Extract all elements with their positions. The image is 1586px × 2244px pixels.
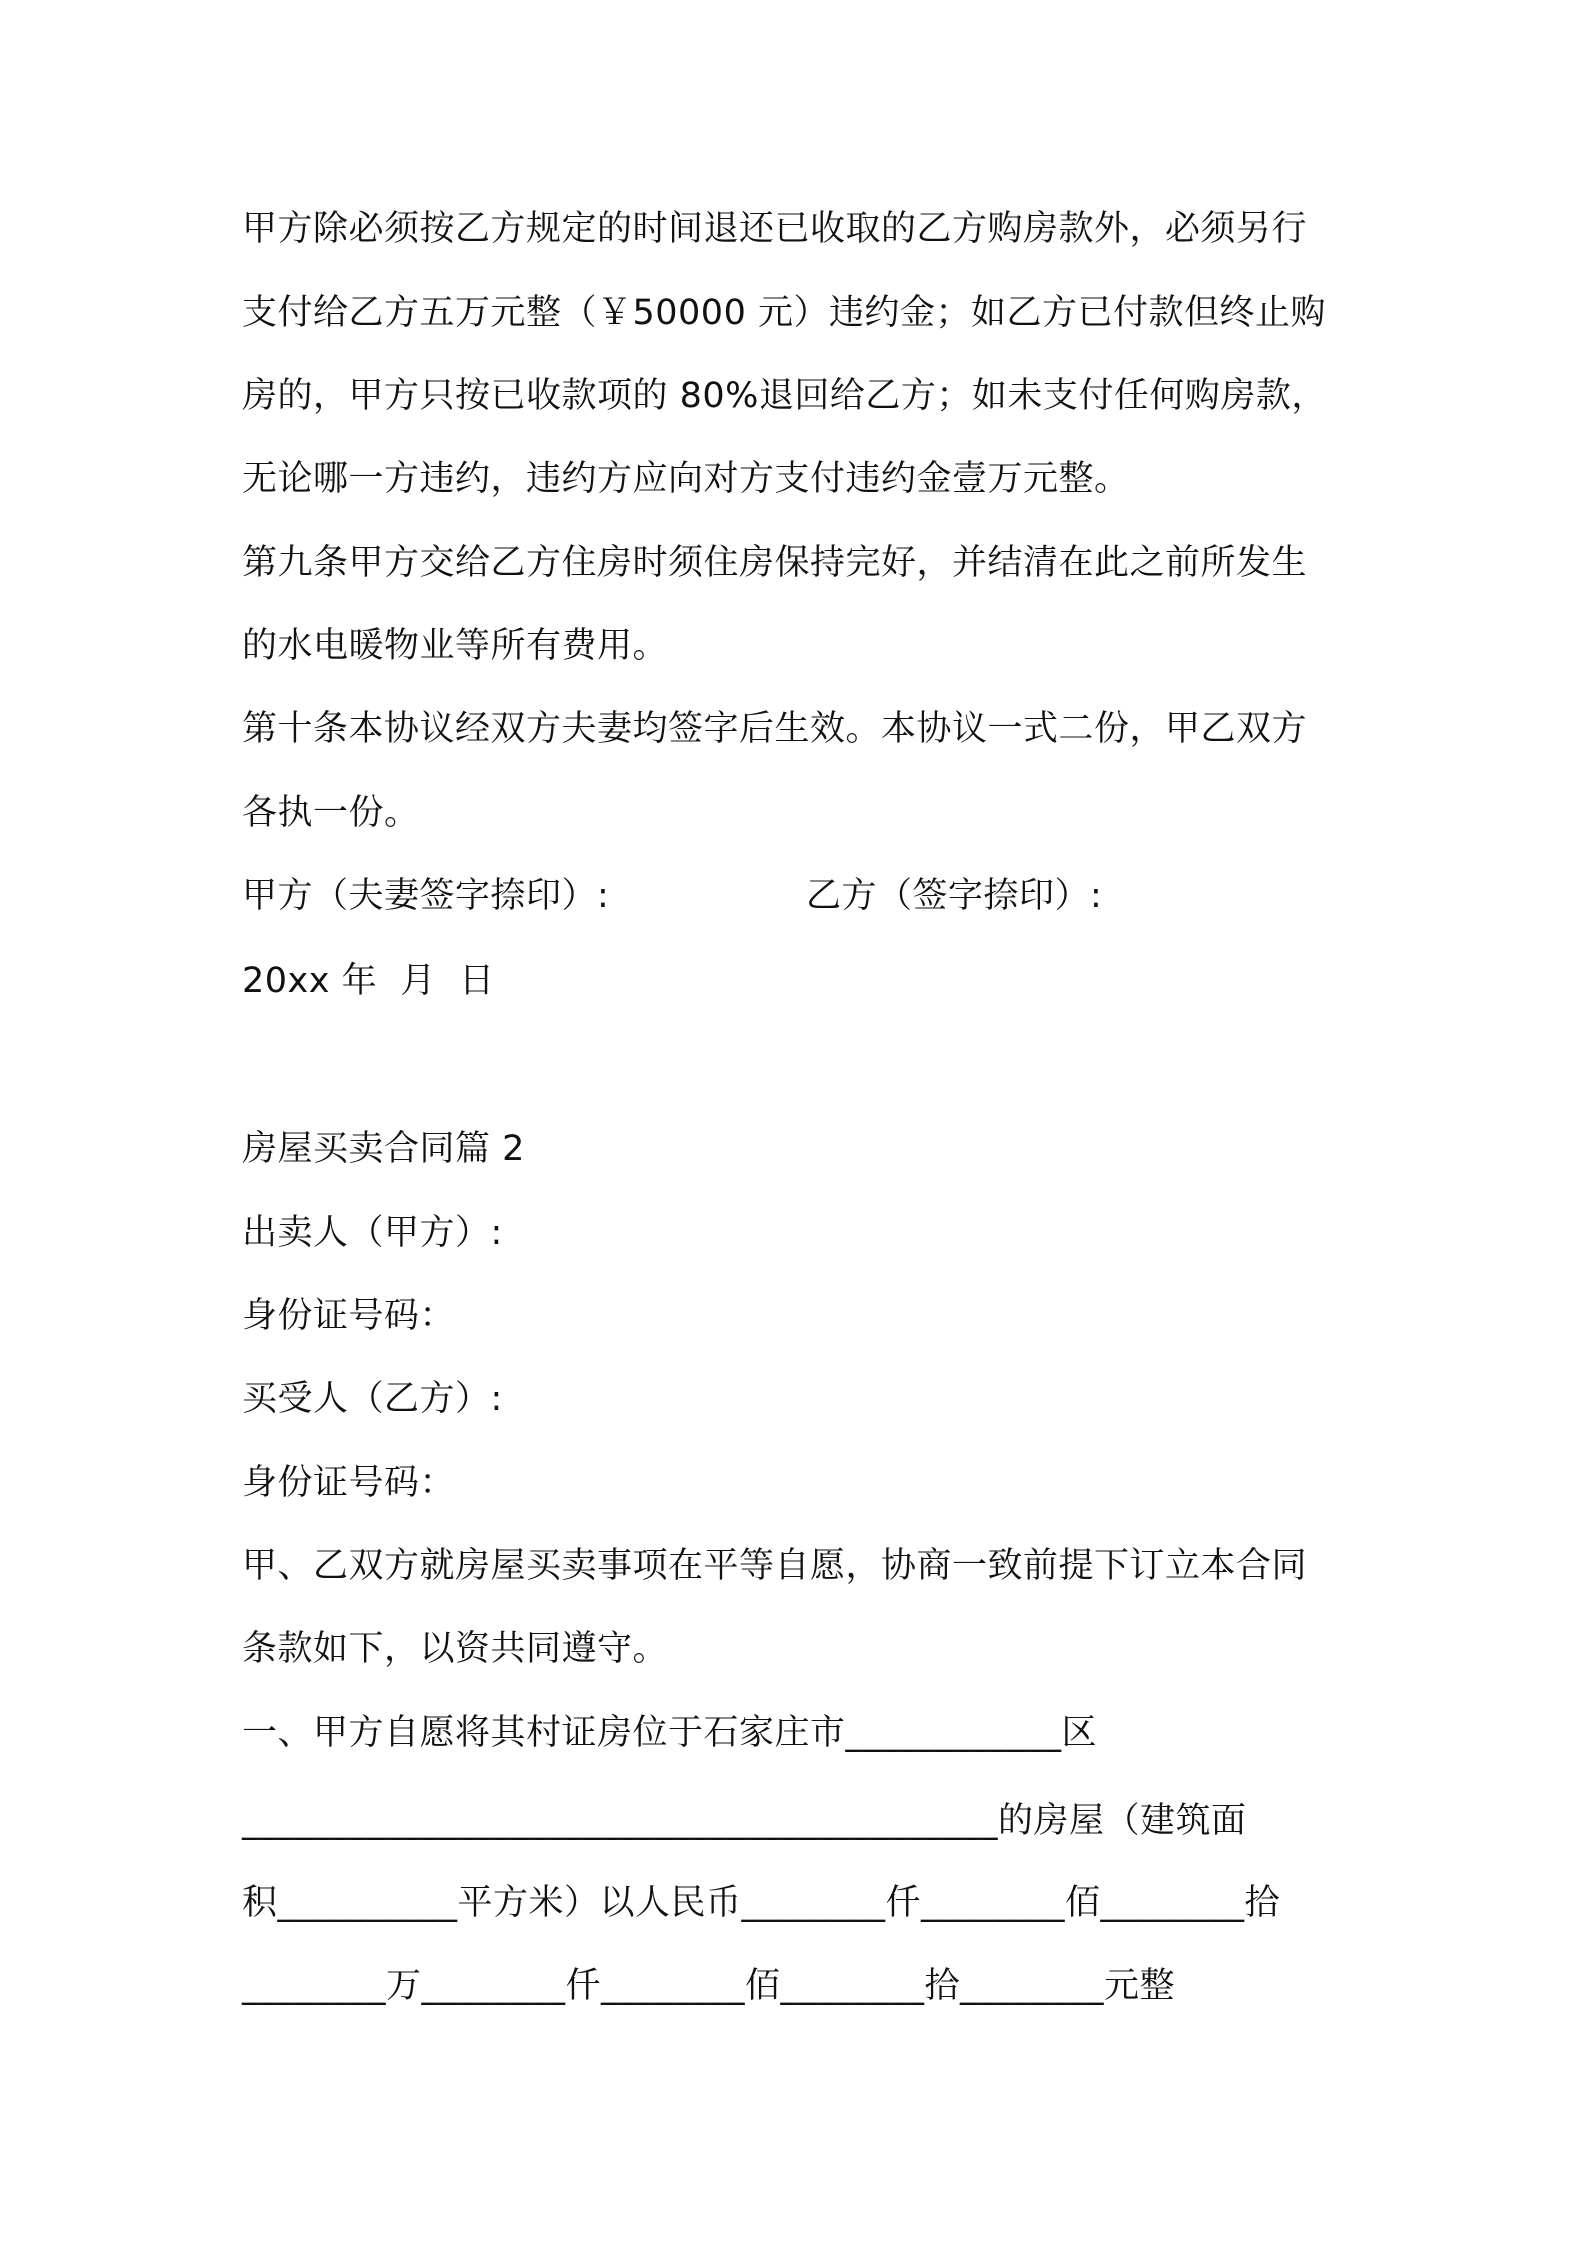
- clause-1-line: 积__________平方米）以人民币________仟________佰________拾: [242, 1883, 1281, 1923]
- article-9-line: 第九条甲方交给乙方住房时须住房保持完好，并结清在此之前所发生: [242, 543, 1308, 583]
- buyer-id-label: 身份证号码：: [242, 1463, 456, 1503]
- clause-1-line: 一、甲方自愿将其村证房位于石家庄市____________区: [242, 1713, 1098, 1753]
- clause-1-line: __________________________________________的房屋（建筑面: [242, 1801, 1247, 1841]
- paragraph-line: 无论哪一方违约，违约方应向对方支付违约金壹万元整。: [242, 459, 1130, 499]
- article-10-line: 第十条本协议经双方夫妻均签字后生效。本协议一式二份，甲乙双方: [242, 709, 1308, 749]
- paragraph-line: 支付给乙方五万元整（￥50000 元）违约金；如乙方已付款但终止购: [242, 293, 1326, 333]
- article-10-line: 各执一份。: [242, 793, 420, 833]
- seller-id-label: 身份证号码：: [242, 1296, 456, 1336]
- section-heading: 房屋买卖合同篇 2: [242, 1129, 525, 1169]
- buyer-label: 买受人（乙方）:: [242, 1379, 503, 1419]
- paragraph-line: 甲方除必须按乙方规定的时间退还已收取的乙方购房款外，必须另行: [242, 209, 1308, 249]
- date-line: 20xx 年 月 日: [242, 961, 495, 1001]
- party-b-signature-label: 乙方（签字捺印）:: [806, 876, 1103, 916]
- intro-line: 甲、乙双方就房屋买卖事项在平等自愿，协商一致前提下订立本合同: [242, 1546, 1308, 1586]
- article-9-line: 的水电暖物业等所有费用。: [242, 626, 669, 666]
- seller-label: 出卖人（甲方）:: [242, 1213, 503, 1253]
- party-a-signature-label: 甲方（夫妻签字捺印）:: [242, 876, 610, 916]
- intro-line: 条款如下，以资共同遵守。: [242, 1629, 669, 1669]
- paragraph-line: 房的，甲方只按已收款项的 80%退回给乙方；如未支付任何购房款，: [242, 376, 1327, 416]
- clause-1-line: ________万________仟________佰________拾________元整: [242, 1966, 1176, 2006]
